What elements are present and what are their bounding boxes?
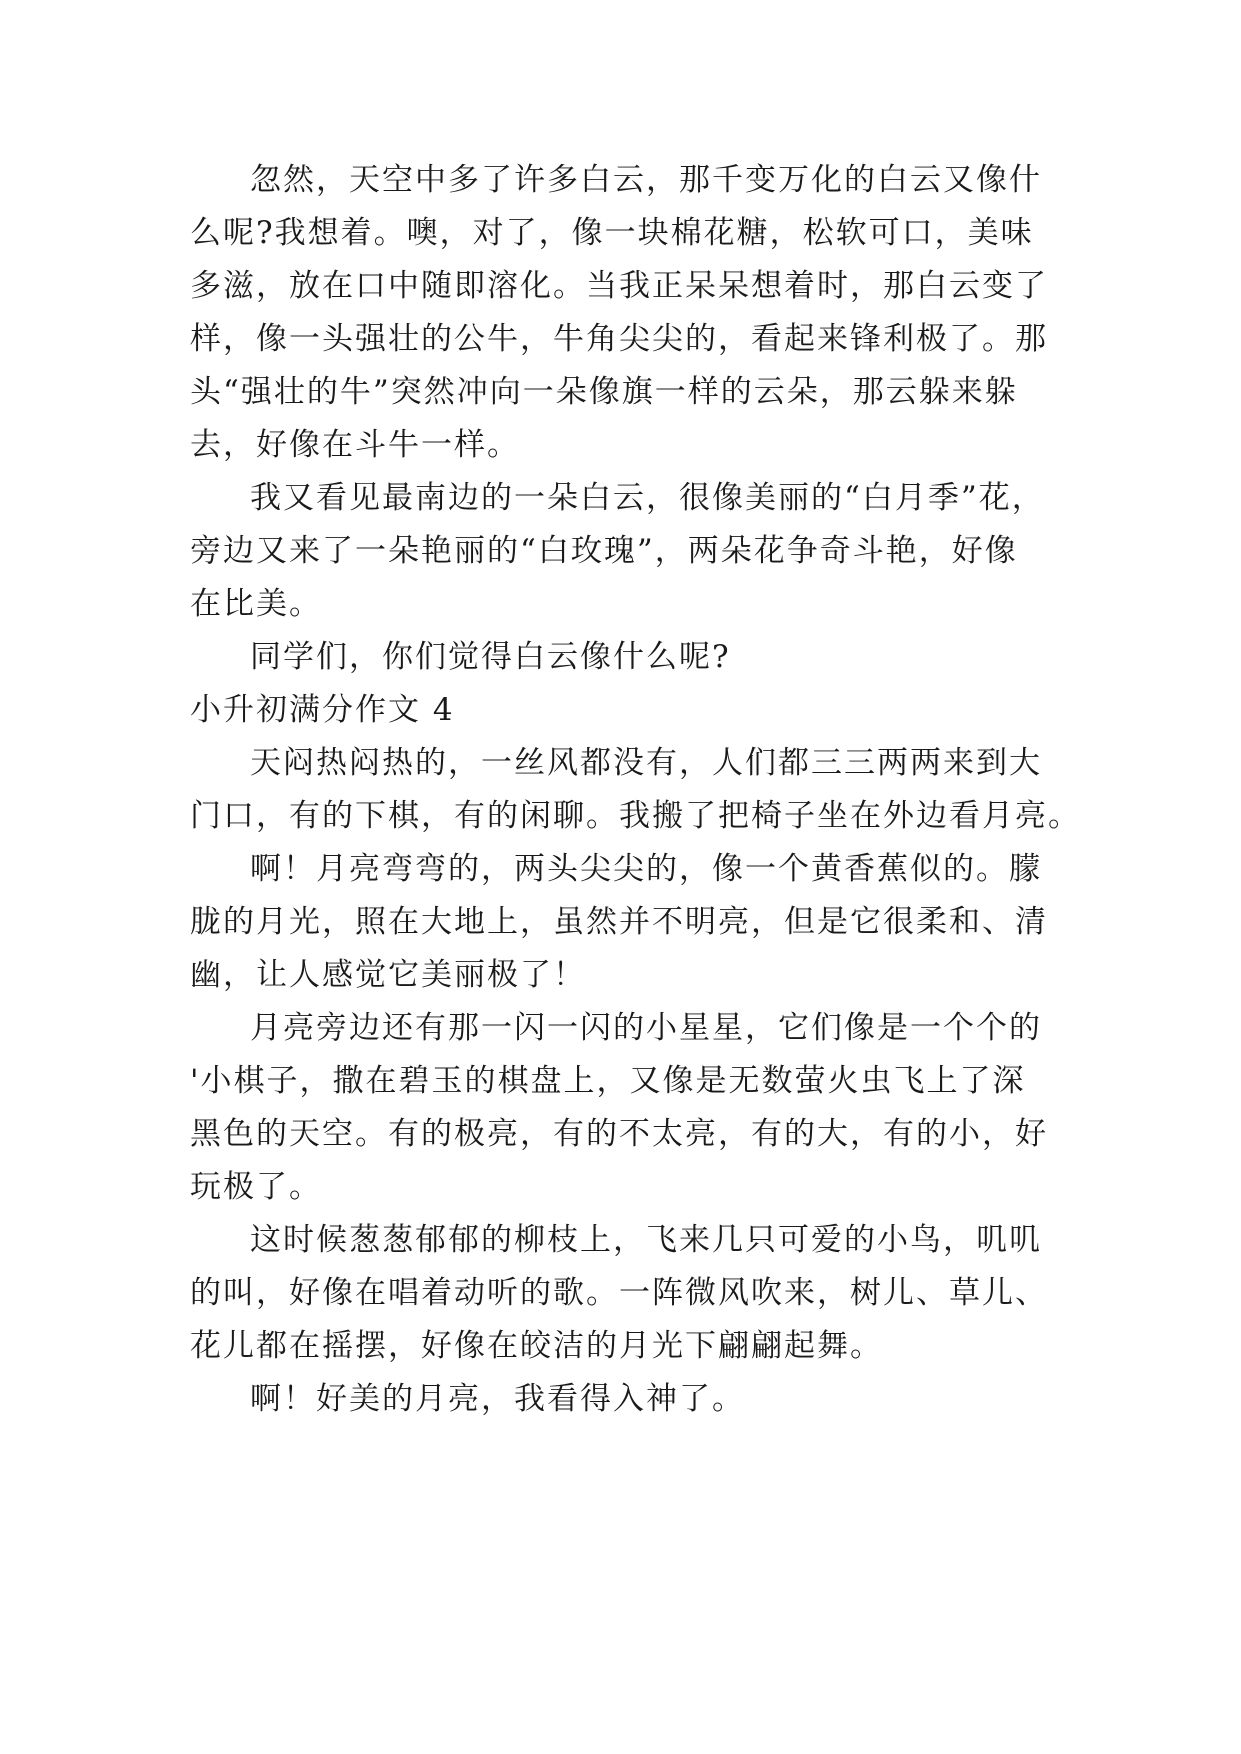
text-line: 天闷热闷热的，一丝风都没有，人们都三三两两来到大	[250, 745, 1042, 781]
text-line: 在比美。	[190, 586, 322, 622]
text-line: 门口，有的下棋，有的闲聊。我搬了把椅子坐在外边看月亮。	[190, 798, 1081, 834]
text-line: 么呢?我想着。噢，对了，像一块棉花糖，松软可口，美味	[190, 215, 1034, 251]
text-line: 啊！好美的月亮，我看得入神了。	[250, 1381, 745, 1417]
text-line: 黑色的天空。有的极亮，有的不太亮，有的大，有的小，好	[190, 1116, 1048, 1152]
text-line: 同学们，你们觉得白云像什么呢?	[250, 639, 731, 675]
text-line: 胧的月光，照在大地上，虽然并不明亮，但是它很柔和、清	[190, 904, 1048, 940]
text-line: 啊！月亮弯弯的，两头尖尖的，像一个黄香蕉似的。朦	[250, 851, 1042, 887]
text-line: 样，像一头强壮的公牛，牛角尖尖的，看起来锋利极了。那	[190, 321, 1048, 357]
text-line: 头“强壮的牛”突然冲向一朵像旗一样的云朵，那云躲来躲	[190, 374, 1018, 410]
text-line: 旁边又来了一朵艳丽的“白玫瑰”，两朵花争奇斗艳，好像	[190, 533, 1018, 569]
text-line: 月亮旁边还有那一闪一闪的小星星，它们像是一个个的	[250, 1010, 1042, 1046]
text-line: 花儿都在摇摆，好像在皎洁的月光下翩翩起舞。	[190, 1328, 883, 1364]
text-line: 的叫，好像在唱着动听的歌。一阵微风吹来，树儿、草儿、	[190, 1275, 1048, 1311]
text-line: '小棋子，撒在碧玉的棋盘上，又像是无数萤火虫飞上了深	[190, 1063, 1026, 1099]
text-line: 多滋，放在口中随即溶化。当我正呆呆想着时，那白云变了	[190, 268, 1048, 304]
text-line: 忽然，天空中多了许多白云，那千变万化的白云又像什	[250, 162, 1042, 198]
section-heading: 小升初满分作文 4	[190, 692, 455, 728]
text-line: 这时候葱葱郁郁的柳枝上，飞来几只可爱的小鸟，叽叽	[250, 1222, 1042, 1258]
text-line: 我又看见最南边的一朵白云，很像美丽的“白月季”花，	[250, 480, 1045, 516]
text-line: 去，好像在斗牛一样。	[190, 427, 520, 463]
text-line: 幽，让人感觉它美丽极了！	[190, 957, 586, 993]
text-line: 玩极了。	[190, 1169, 322, 1205]
